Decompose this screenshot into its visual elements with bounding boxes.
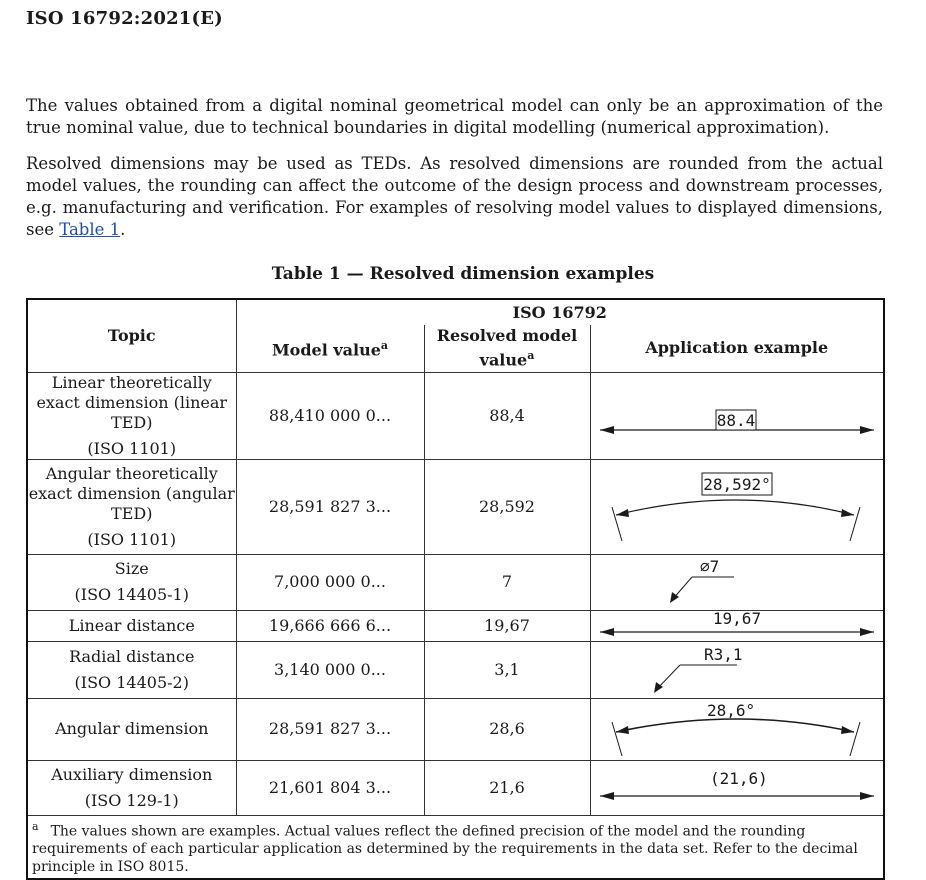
model-value-cell: 7,000 000 0... (236, 554, 424, 610)
app-label: (21,6) (709, 768, 768, 788)
table-row (27, 641, 884, 698)
footnote-mark: a (32, 819, 39, 833)
resolved-value-cell: 21,6 (424, 760, 590, 815)
topic-cell: Linear distance (27, 610, 236, 641)
header-iso-16792: ISO 16792 (236, 299, 884, 325)
model-value-cell: 19,666 666 6... (236, 610, 424, 641)
resolved-value-cell: 3,1 (424, 641, 590, 698)
topic-cell: Angular dimension (27, 698, 236, 760)
app-label: 88.4 (716, 410, 756, 430)
app-label: ⌀7 (699, 557, 720, 576)
size-drawing (592, 556, 882, 608)
header-application-example: Application example (590, 325, 884, 372)
paragraph-text: Resolved dimensions may be used as TEDs. As resolved dimensions are rounded from the actual model values, the rounding can affect the outcome of the design process and downstream processes, e.g. manufacturing and verification. For examples of resolving model values to displayed dimensions, see (26, 154, 883, 239)
table-row (27, 698, 884, 760)
table-row (27, 610, 884, 641)
document-id-header: ISO 16792:2021(E) (26, 8, 223, 29)
table-row (27, 554, 884, 610)
table-1-link[interactable]: Table 1 (59, 220, 121, 239)
application-example-cell (590, 641, 884, 698)
angular-dimension-drawing (592, 700, 882, 758)
paragraph-approximation: The values obtained from a digital nominal geometrical model can only be an approximation of the true nominal value, due to technical boundaries in digital modelling (numerical approximation). (26, 96, 883, 137)
paragraph-resolved-dimensions (26, 153, 883, 241)
application-example-cell (590, 760, 884, 815)
model-value-cell: 28,591 827 3... (236, 459, 424, 554)
topic-cell: Angular theoretically exact dimension (angular TED) (ISO 1101) (27, 459, 236, 554)
topic-cell: Auxiliary dimension (ISO 129-1) (27, 760, 236, 815)
header-topic: Topic (27, 299, 236, 372)
resolved-value-cell: 28,592 (424, 459, 590, 554)
linear-distance-drawing (592, 612, 882, 640)
resolved-value-cell: 28,6 (424, 698, 590, 760)
model-value-cell: 21,601 804 3... (236, 760, 424, 815)
app-label: 19,67 (712, 611, 761, 628)
application-example-cell (590, 554, 884, 610)
model-value-cell: 28,591 827 3... (236, 698, 424, 760)
table-row (27, 459, 884, 554)
table-row (27, 760, 884, 815)
app-label: 28,6° (706, 701, 755, 720)
application-example-cell (590, 698, 884, 760)
model-value-cell: 88,410 000 0... (236, 372, 424, 459)
table-footnote-row (27, 815, 884, 879)
angular-ted-drawing (592, 467, 882, 547)
topic-cell: Radial distance (ISO 14405-2) (27, 641, 236, 698)
header-resolved-model-value: Resolved model value$^a$ (424, 325, 590, 372)
table-footnote (27, 815, 884, 879)
resolved-value-cell: 19,67 (424, 610, 590, 641)
app-label: R3,1 (703, 644, 743, 664)
radial-distance-drawing (592, 644, 882, 696)
paragraph-end: . (120, 220, 126, 239)
application-example-cell (590, 610, 884, 641)
resolved-value-cell: 7 (424, 554, 590, 610)
resolved-value-cell: 88,4 (424, 372, 590, 459)
application-example-cell (590, 372, 884, 459)
table-caption: Table 1 — Resolved dimension examples (271, 264, 655, 284)
app-label: 28,592° (703, 474, 771, 494)
model-value-cell: 3,140 000 0... (236, 641, 424, 698)
auxiliary-dimension-drawing (592, 766, 882, 810)
topic-cell: Linear theoretically exact dimension (linear TED) (ISO 1101) (27, 372, 236, 459)
header-model-value: Model value$^a$ (236, 325, 424, 372)
footnote-text: The values shown are examples. Actual values reflect the defined precision of the model and the rounding requirements of each particular application as determined by the requirements in the data set. Refer to the decimal principle in ISO 8015. (32, 823, 858, 876)
table-row (27, 372, 884, 459)
topic-cell: Size (ISO 14405-1) (27, 554, 236, 610)
linear-ted-drawing (592, 386, 882, 446)
application-example-cell (590, 459, 884, 554)
resolved-dimension-table (26, 298, 885, 880)
